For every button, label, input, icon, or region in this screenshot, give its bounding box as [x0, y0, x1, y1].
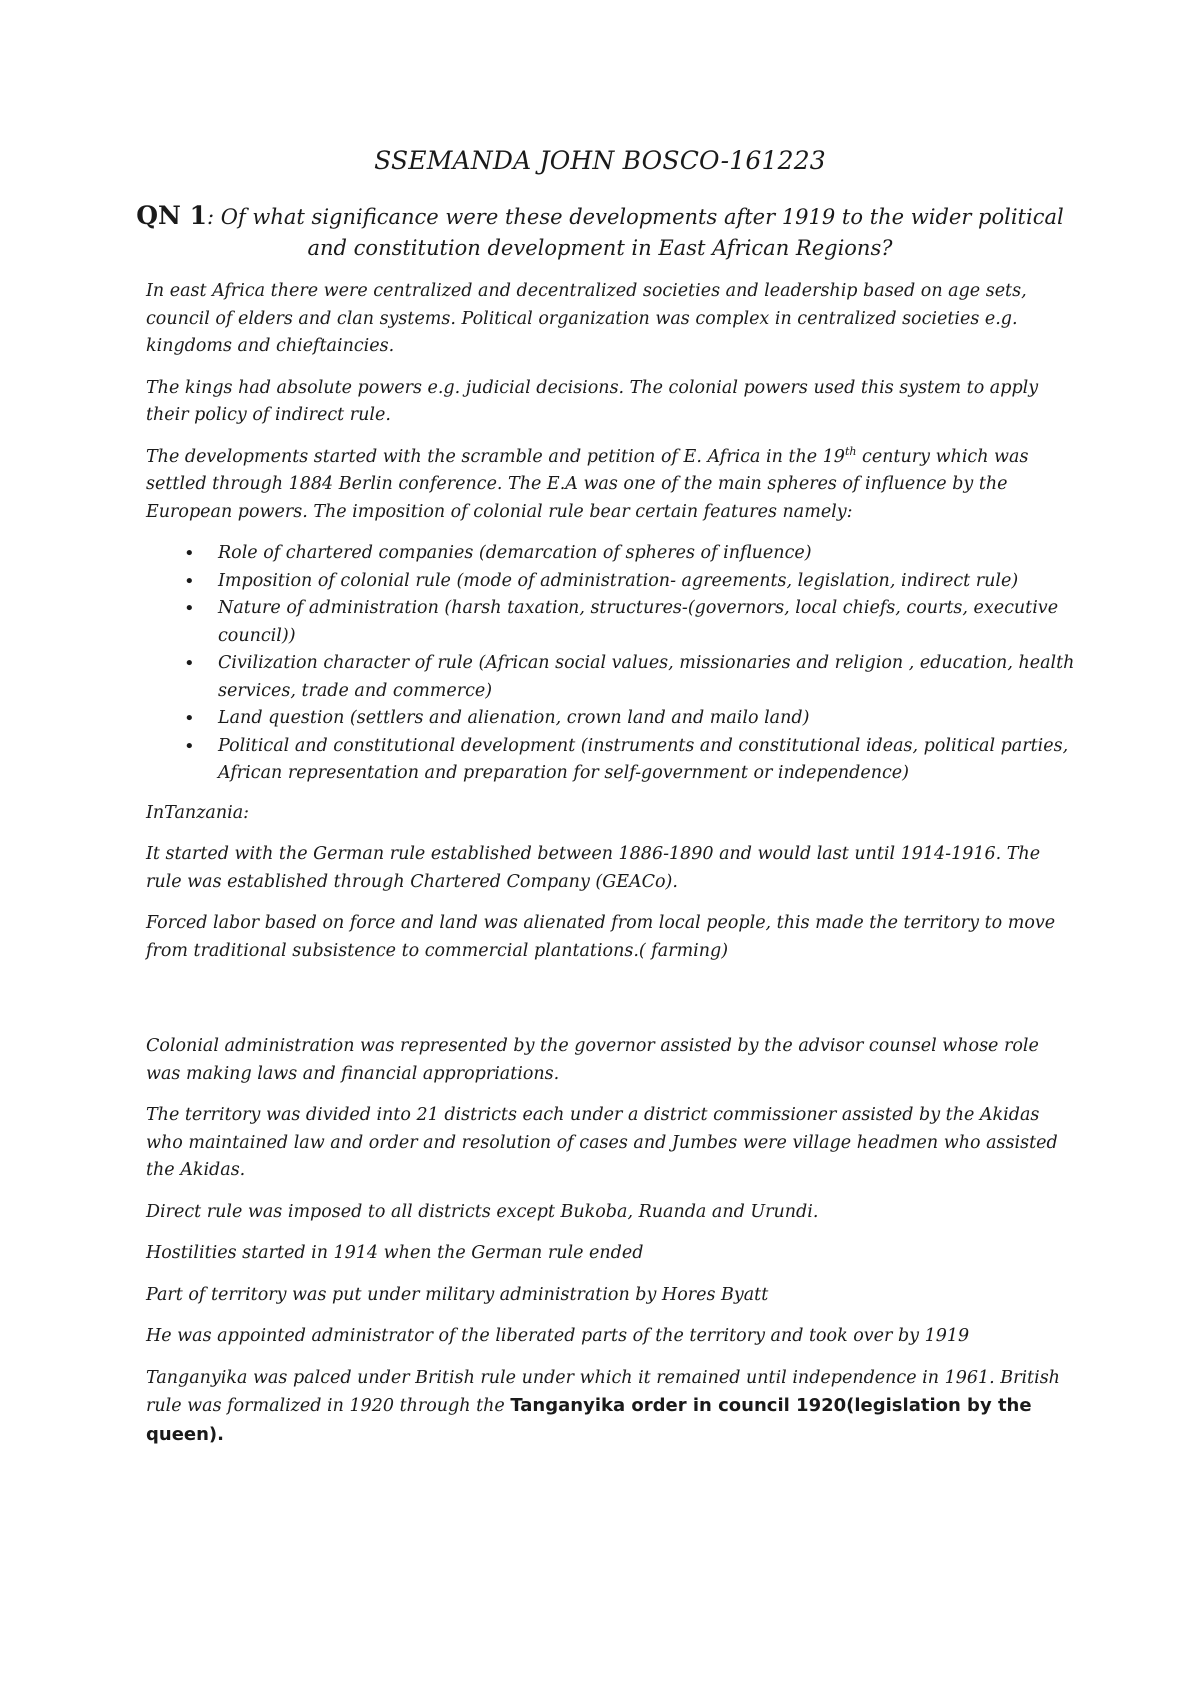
- list-item-text: Nature of administration (harsh taxation, structures-(governors, local chiefs, courts, executive council)): [218, 598, 1059, 646]
- superscript: th: [844, 444, 857, 458]
- section-heading: InTanzania:: [146, 802, 250, 823]
- bullet-icon: •: [184, 543, 195, 564]
- list-item-text: Imposition of colonial rule (mode of administration- agreements, legislation, indirect rule): [218, 570, 1019, 591]
- bullet-icon: •: [184, 598, 195, 619]
- paragraph: Colonial administration was represented by the governor assisted by the advisor counsel whose role was making laws and financial appropriations.: [146, 1036, 1039, 1084]
- paragraph: Hostilities started in 1914 when the German rule ended: [146, 1243, 644, 1263]
- paragraph: It started with the German rule established between 1886-1890 and would last until 1914-1916. The rule was established through Chartered Company (GEACo).: [146, 844, 1041, 892]
- question-heading: [130, 200, 1070, 264]
- paragraph: Part of territory was put under military administration by Hores Byatt: [146, 1284, 769, 1305]
- question-label: QN 1: [136, 201, 207, 230]
- paragraph: [146, 1365, 1076, 1450]
- paragraph: [146, 444, 1076, 527]
- list-item: [146, 705, 1076, 733]
- paragraph: Direct rule was imposed to all districts except Bukoba, Ruanda and Urundi.: [146, 1201, 819, 1222]
- bullet-icon: •: [184, 735, 195, 757]
- list-item-text: Political and constitutional development (instruments and constitutional ideas, political parties, African representation and preparation for self-government or independence): [218, 735, 1069, 783]
- feature-list: [146, 540, 1076, 788]
- list-item-text: Land question (settlers and alienation, crown land and mailo land): [218, 708, 810, 728]
- bold-text: Tanganyika order in council 1920(legislation by the queen).: [146, 1395, 1032, 1445]
- page-title: SSEMANDA JOHN BOSCO-161223: [374, 146, 826, 175]
- paragraph: In east Africa there were centralized and decentralized societies and leadership based on age sets, council of elders and clan systems. Political organization was complex in centralized societies e.g. kingdoms and chieftaincies.: [146, 281, 1027, 356]
- list-item: [146, 595, 1076, 650]
- paragraph-text: century which was settled through 1884 Berlin conference. The E.A was one of the main spheres of influence by the European powers. The imposition of colonial rule bear certain features namely:: [146, 446, 1029, 522]
- list-item: [146, 568, 1076, 596]
- paragraph: The territory was divided into 21 districts each under a district commissioner assisted by the Akidas who maintained law and order and resolution of cases and Jumbes were village headmen who assisted the Akidas.: [146, 1105, 1058, 1180]
- bullet-icon: •: [184, 708, 195, 729]
- paragraph: Forced labor based on force and land was alienated from local people, this made the territory to move from traditional subsistence to commercial plantations.( farming): [146, 913, 1056, 961]
- paragraph: He was appointed administrator of the liberated parts of the territory and took over by 1919: [146, 1326, 970, 1346]
- blank-space: [146, 979, 1076, 1033]
- list-item-text: Role of chartered companies (demarcation of spheres of influence): [218, 543, 812, 563]
- paragraph: The kings had absolute powers e.g. judicial decisions. The colonial powers used this system to apply their policy of indirect rule.: [146, 377, 1039, 425]
- document-body: [146, 278, 1076, 1463]
- list-item-text: Civilization character of rule (African social values, missionaries and religion , education, health services, trade and commerce): [218, 653, 1075, 701]
- paragraph-text: Tanganyika was palced under British rule under which it remained until independence in 1961. British rule was formalized in 1920 through the: [146, 1367, 1060, 1416]
- list-item: [146, 733, 1076, 788]
- bullet-icon: •: [184, 570, 195, 592]
- bullet-icon: •: [184, 653, 195, 674]
- question-text: : Of what significance were these developments after 1919 to the wider political and constitution development in East African Regions?: [207, 205, 1064, 260]
- list-item: [146, 650, 1076, 705]
- paragraph-text: The developments started with the scramble and petition of E. Africa in the 19: [146, 446, 845, 467]
- list-item: [146, 540, 1076, 568]
